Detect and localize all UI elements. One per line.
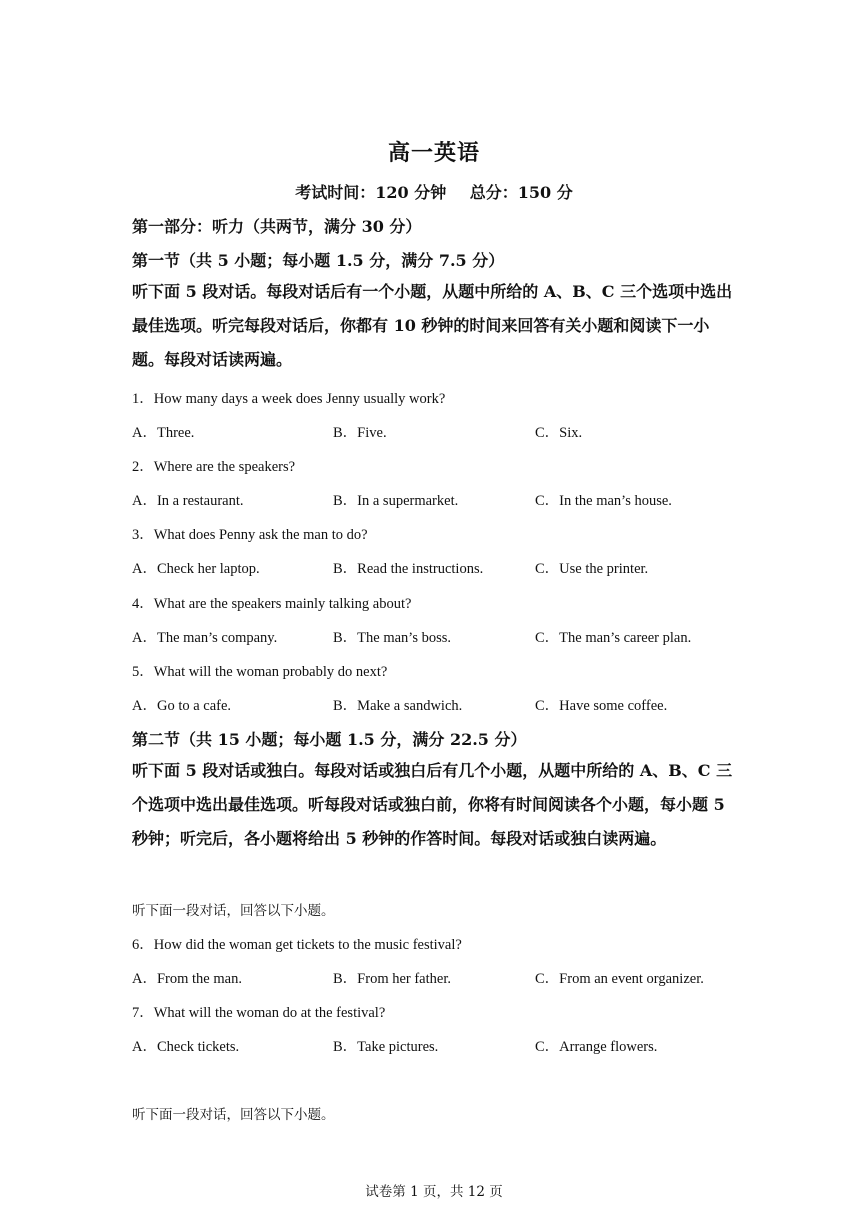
question-3-stem: 3．What does Penny ask the man to do? — [132, 527, 368, 543]
question-2-option-b: B．In a supermarket. — [333, 493, 459, 509]
section2-instructions: 听下面 5 段对话或独白。每段对话或独白后有几个小题，从题中所给的 A、B、C 三个选项中选出最佳选项。听每段对话或独白前，你将有时间阅读各个小题，每小题 5 秒钟；听完后，各小题将给出 5 秒钟的作答时间。每段对话或独白读两遍。 — [132, 761, 733, 848]
section1-heading: 第一节（共 5 小题；每小题 1.5 分，满分 7.5 分） — [132, 251, 505, 270]
section1-instructions: 听下面 5 段对话。每段对话后有一个小题，从题中所给的 A、B、C 三个选项中选出最佳选项。听完每段对话后，你都有 10 秒钟的时间来回答有关小题和阅读下一小题。每段对话读两遍。 — [132, 282, 733, 369]
exam-title: 高一英语 — [387, 140, 480, 166]
part1-heading: 第一部分：听力（共两节，满分 30 分） — [132, 217, 422, 236]
question-5-option-a: A．Go to a cafe. — [132, 698, 232, 714]
listening-note-2: 听下面一段对话，回答以下小题。 — [132, 1107, 335, 1123]
question-6-option-b: B．From her father. — [333, 971, 451, 987]
question-3-option-a: A．Check her laptop. — [132, 561, 260, 577]
question-1-stem: 1．How many days a week does Jenny usually work? — [132, 391, 446, 407]
question-7-option-a: A．Check tickets. — [132, 1039, 240, 1055]
question-1-option-c: C．Six. — [535, 425, 583, 441]
exam-time: 考试时间：120 分钟 — [295, 183, 447, 202]
question-4-option-c: C．The man’s career plan. — [535, 630, 692, 646]
question-2-option-a: A．In a restaurant. — [132, 493, 244, 509]
section2-heading: 第二节（共 15 小题；每小题 1.5 分，满分 22.5 分） — [132, 730, 527, 749]
question-2-stem: 2．Where are the speakers? — [132, 459, 296, 475]
question-6-stem: 6．How did the woman get tickets to the music festival? — [132, 937, 462, 953]
question-2-option-c: C．In the man’s house. — [535, 493, 672, 509]
question-7-option-b: B．Take pictures. — [333, 1039, 439, 1055]
question-4-option-a: A．The man’s company. — [132, 630, 278, 646]
question-3-option-b: B．Read the instructions. — [333, 561, 484, 577]
question-3-option-c: C．Use the printer. — [535, 561, 649, 577]
page-footer: 试卷第 1 页，共 12 页 — [365, 1184, 503, 1200]
question-6-option-c: C．From an event organizer. — [535, 971, 704, 987]
question-5-stem: 5．What will the woman probably do next? — [132, 664, 388, 680]
question-7-stem: 7．What will the woman do at the festival? — [132, 1005, 386, 1021]
question-7-option-c: C．Arrange flowers. — [535, 1039, 658, 1055]
question-1-option-b: B．Five. — [333, 425, 387, 441]
question-4-option-b: B．The man’s boss. — [333, 630, 452, 646]
question-6-option-a: A．From the man. — [132, 971, 242, 987]
exam-score: 总分：150 分 — [469, 183, 573, 202]
question-4-stem: 4．What are the speakers mainly talking about? — [132, 596, 412, 612]
listening-note-1: 听下面一段对话，回答以下小题。 — [132, 903, 335, 919]
question-5-option-c: C．Have some coffee. — [535, 698, 668, 714]
question-5-option-b: B．Make a sandwich. — [333, 698, 463, 714]
exam-info — [0, 180, 868, 203]
question-1-option-a: A．Three. — [132, 425, 195, 441]
